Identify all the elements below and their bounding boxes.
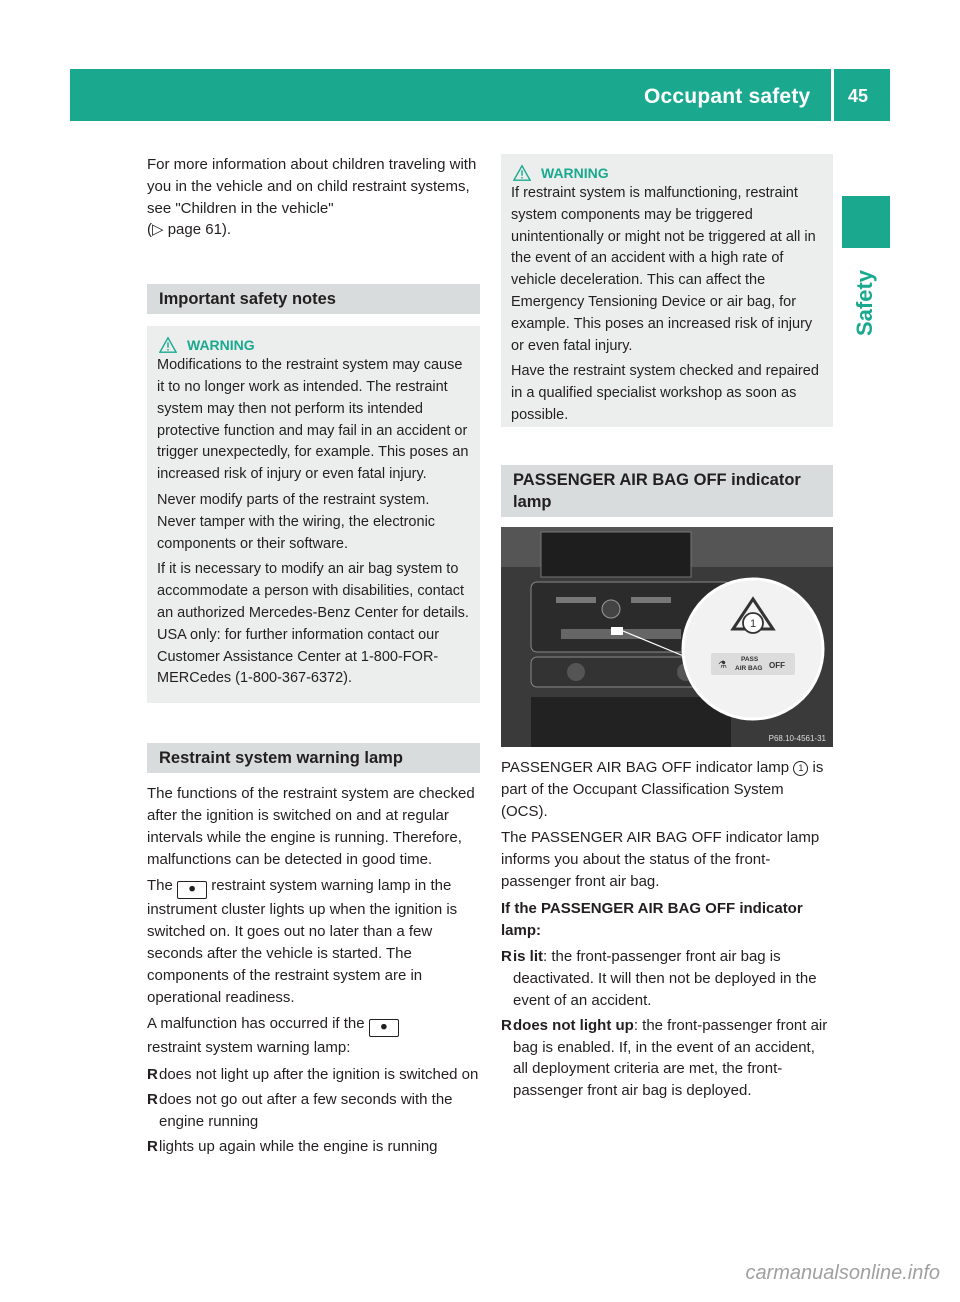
warning-paragraph: Modifications to the restraint system may cause it to no longer work as intended. The restraint system may then not perform its intended protective function and may fail in an accident or trigger unexpectedly, for example. This poses an increased risk of injury or even fatal injury. (157, 357, 469, 483)
restraint-warning-lamp-icon: ⚫ (177, 881, 207, 899)
warning-label: WARNING (541, 165, 609, 181)
bullet-marker: R (147, 1066, 158, 1084)
state-text: : the front-passenger front air bag is enabled. If, in the event of an accident, all deployment criteria are met, the front-passenger front air bag is deployed. (513, 1016, 828, 1100)
warning-triangle-icon (513, 164, 531, 182)
list-item-text: lights up again while the engine is running (159, 1137, 438, 1155)
list-item-text (513, 946, 833, 1011)
intro-text: For more information about children traveling with you in the vehicle and on child restraint systems, see "Children in the vehicle" (147, 156, 477, 217)
restraint-paragraph (147, 1013, 480, 1059)
callout-number-badge: 1 (793, 761, 808, 776)
seat-icon-glyph: ⚗ (718, 660, 727, 671)
state-text: : the front-passenger front air bag is deactivated. It will then not be deployed in the event of an accident. (513, 948, 817, 1009)
restraint-warning-lamp-icon: ⚫ (369, 1019, 399, 1037)
warning-paragraph: Have the restraint system checked and repaired in a qualified specialist workshop as soon as possible. (511, 363, 819, 423)
dashboard-photo (501, 527, 833, 747)
side-tab-marker (842, 196, 890, 248)
warning-box-modifications (147, 326, 480, 703)
bullet-marker: R (501, 1016, 512, 1034)
dashboard-illustration (501, 527, 833, 747)
list-item (147, 1064, 480, 1086)
restraint-paragraph (147, 875, 480, 1008)
airbag-indicator-heading: PASSENGER AIR BAG OFF indicator lamp (501, 465, 833, 517)
restraint-paragraph: The functions of the restraint system are checked after the ignition is switched on and at regular intervals while the engine is running. Therefore, malfunctions can be detected in good time. (147, 785, 475, 868)
list-item (147, 1136, 480, 1158)
restraint-text: restraint system warning lamp in the instrument cluster lights up when the ignition is switched on. It goes out no later than a few seconds after the vehicle is started. The components of the restraint system are in operational readiness. (147, 877, 458, 1006)
lamp-text-off: OFF (769, 661, 785, 670)
warning-label: WARNING (187, 337, 255, 354)
image-code: P68.10-4561-31 (768, 734, 826, 743)
state-label: is lit (513, 948, 544, 966)
warning-paragraph: If restraint system is malfunctioning, restraint system components may be triggered unintentionally or might not be triggered at all in the event of an accident with a high rate of vehicle deceleration. This can affect the Emergency Tensioning Device or air bag, for example. This poses an increased risk of injury or even fatal injury. (511, 185, 816, 354)
warning-heading (157, 335, 470, 355)
section-tab-label: Safety (852, 269, 877, 336)
lamp-text-airbag: AIR BAG (735, 665, 763, 672)
list-item-text: does not light up after the ignition is switched on (159, 1066, 479, 1084)
header-bar (70, 69, 890, 121)
left-column (147, 154, 480, 1160)
list-item (501, 1015, 833, 1102)
callout-number: 1 (749, 618, 757, 630)
page-title: Occupant safety (644, 85, 811, 108)
bullet-marker: R (501, 948, 512, 966)
list-item-text (513, 1015, 833, 1102)
page-reference-link[interactable]: (▷ page 61). (147, 221, 232, 239)
bullet-marker: R (147, 1137, 158, 1155)
lamp-text-pass: PASS (741, 656, 759, 663)
warning-heading (511, 163, 823, 183)
list-item-text: does not go out after a few seconds with the engine running (159, 1090, 453, 1130)
airbag-status-heading: If the PASSENGER AIR BAG OFF indicator lamp: (501, 899, 803, 939)
airbag-paragraph: The PASSENGER AIR BAG OFF indicator lamp informs you about the status of the front-passenger front air bag. (501, 829, 820, 890)
header-divider (831, 69, 834, 121)
airbag-paragraph (501, 757, 833, 822)
watermark: carmanualsonline.info (745, 1262, 940, 1284)
warning-triangle-icon (159, 336, 177, 354)
airbag-text: is part of the Occupant Classification System (OCS). (501, 759, 824, 820)
warning-box-malfunction (501, 154, 833, 427)
page-number: 45 (848, 86, 869, 106)
list-item (147, 1089, 480, 1133)
restraint-warning-heading: Restraint system warning lamp (147, 743, 480, 773)
bullet-marker: R (147, 1090, 158, 1108)
restraint-text: The (147, 877, 173, 895)
side-tab (842, 196, 890, 543)
right-column (501, 154, 833, 1105)
list-item (501, 946, 833, 1011)
important-safety-notes-heading: Important safety notes (147, 284, 480, 314)
state-label: does not light up (513, 1016, 634, 1034)
airbag-text: PASSENGER AIR BAG OFF indicator lamp (501, 759, 790, 776)
intro-paragraph (147, 154, 480, 241)
warning-paragraph: If it is necessary to modify an air bag system to accommodate a person with disabilities, contact an authorized Mercedes-Benz Center for details. USA only: for further information contact our Customer Assistance Center at 1-800-FOR-MERCedes (1-800-367-6372). (157, 561, 469, 687)
restraint-text: A malfunction has occurred if the (147, 1015, 365, 1033)
restraint-text: restraint system warning lamp: (147, 1039, 351, 1057)
warning-paragraph: Never modify parts of the restraint system. Never tamper with the wiring, the electronic components or their software. (157, 491, 436, 552)
